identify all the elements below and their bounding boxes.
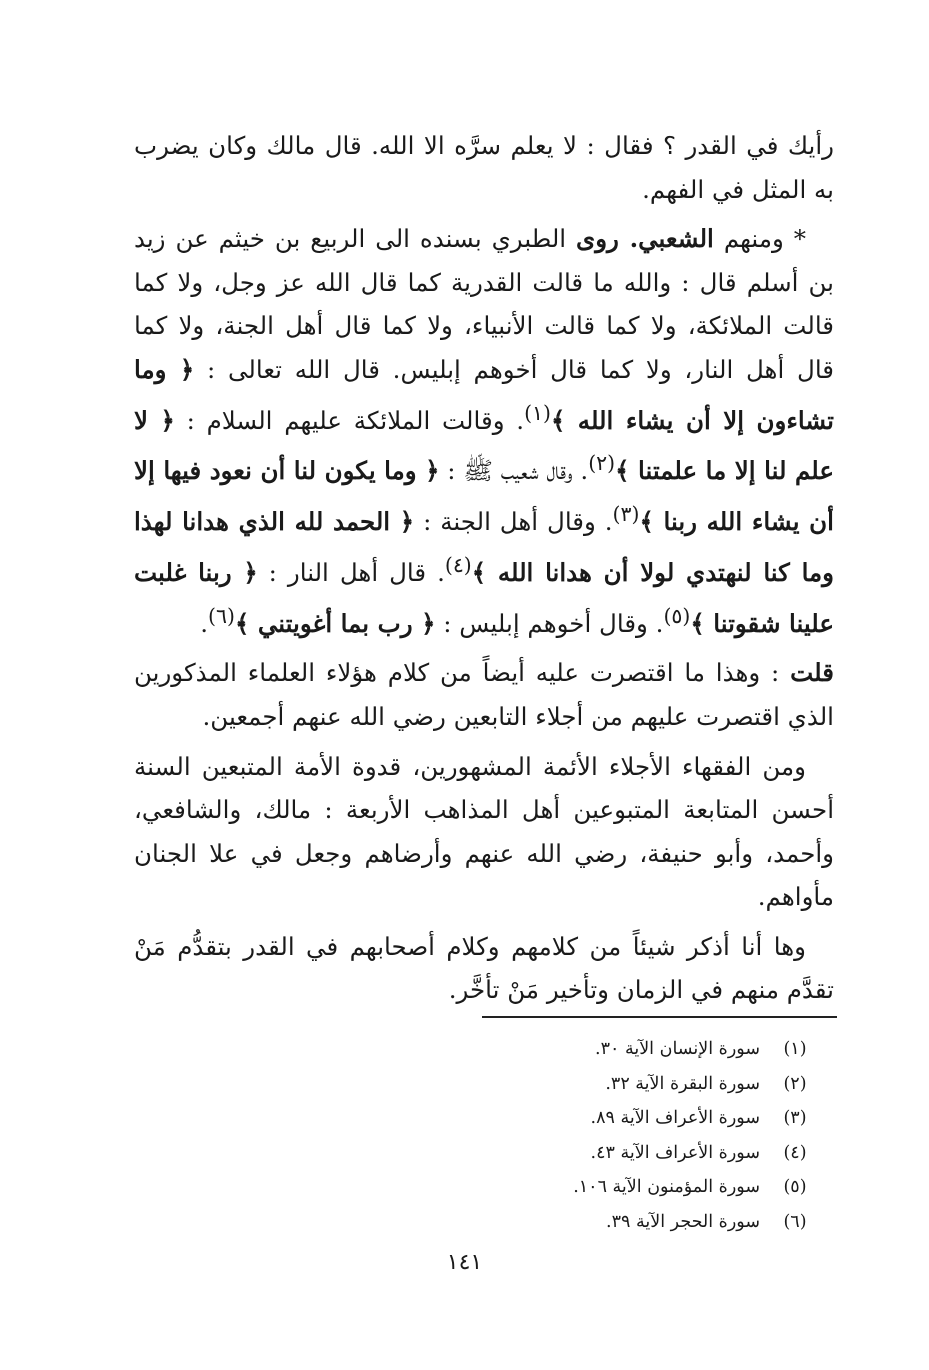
footnote-ref-6: (٦) bbox=[208, 603, 235, 628]
paragraph-3-lead: قلت bbox=[790, 658, 834, 688]
scholar-name: الشعبي. روى bbox=[576, 224, 714, 254]
footnote-item bbox=[470, 1067, 830, 1102]
footnote-ref-2: (٢) bbox=[588, 451, 616, 476]
footnote-item bbox=[470, 1136, 830, 1171]
paragraph-2-text-d: . وقال أهل الجنة : bbox=[423, 507, 613, 537]
footnote-text: سورة الإنسان الآية ٣٠. bbox=[594, 1039, 760, 1059]
footnote-text: سورة الحجر الآية ٣٩. bbox=[606, 1211, 760, 1232]
quran-quote-1: ﴿ وما تشاءون إلا أن يشاء الله ﴾ bbox=[134, 354, 835, 435]
paragraph-2-text-a: الطبري بسنده الى الربيع بن خيثم عن زيد بن أسلم قال : والله ما قالت القدرية كما قال الله عز وجل، ولا كما قالت الملائكة، ولا كما قالت الأنبياء، ولا كما قال أهل الجنة، ولا كما قال أهل النار، ولا كما قال أخوهم إبليس. قال الله تعالى : bbox=[134, 224, 834, 384]
quran-quote-5: ﴿ ربنا غلبت علينا شقوتنا ﴾ bbox=[134, 557, 834, 638]
paragraph-4 bbox=[134, 745, 834, 919]
footnote-text: سورة الأعراف الآية ٤٣. bbox=[590, 1142, 760, 1163]
footnote-number: (٤) bbox=[783, 1142, 807, 1163]
footnote-item bbox=[470, 1170, 830, 1205]
footnote-number: (٦) bbox=[783, 1211, 807, 1232]
paragraph-2-text-b: . وقالت الملائكة عليهم السلام : bbox=[186, 405, 525, 435]
paragraph-2-end: . bbox=[200, 608, 209, 638]
paragraph-1 bbox=[134, 124, 834, 211]
quran-quote-6: ﴿ رب بما أغويتني ﴾ bbox=[234, 608, 436, 638]
main-text bbox=[134, 124, 834, 1012]
footnote-ref-5: (٥) bbox=[663, 603, 691, 628]
paragraph-3 bbox=[134, 651, 834, 738]
footnote-ref-3: (٣) bbox=[612, 502, 640, 527]
paragraph-4-text: ومن الفقهاء الأجلاء الأئمة المشهورين، قدوة الأمة المتبعين السنة أحسن المتابعة المتبوعين أهل المذاهب الأربعة : مالك، والشافعي، وأحمد، وأبو حنيفة، رضي الله عنهم وأرضاهم وجعل في علا الجنان مأواهم. bbox=[134, 751, 834, 912]
paragraph-2 bbox=[134, 217, 834, 645]
paragraph-2-text-c: . وقال شعيب ﷺ : bbox=[447, 456, 589, 486]
footnote-text: سورة البقرة الآية ٣٢. bbox=[605, 1073, 760, 1094]
footnotes bbox=[470, 1032, 830, 1240]
paragraph-2-text-f: . وقال أخوهم إبليس : bbox=[443, 608, 664, 638]
footnote-divider bbox=[482, 1016, 837, 1018]
quran-quote-3: ﴿ وما يكون لنا أن نعود فيها إلا أن يشاء الله ربنا ﴾ bbox=[134, 456, 834, 537]
footnote-ref-1: (١) bbox=[524, 400, 551, 425]
paragraph-2-lead: * ومنهم bbox=[723, 224, 806, 254]
footnote-item bbox=[470, 1032, 830, 1067]
paragraph-2-text-e: . قال أهل النار : bbox=[268, 557, 445, 587]
paragraph-5-text: وها أنا أذكر شيئاً من كلامهم وكلام أصحابهم في القدر بتقدُّم مَنْ تقدَّم منهم في الزمان وتأخير مَنْ تأخَّر. bbox=[134, 931, 834, 1005]
footnote-number: (٢) bbox=[783, 1073, 807, 1094]
footnote-number: (١) bbox=[783, 1039, 807, 1059]
paragraph-1-text: رأيك في القدر ؟ فقال : لا يعلم سرَّه الا الله. قال مالك وكان يضرب به المثل في الفهم. bbox=[134, 131, 834, 204]
quran-quote-4: ﴿ الحمد لله الذي هدانا لهذا وما كنا لنهتدي لولا أن هدانا الله ﴾ bbox=[134, 507, 834, 587]
paragraph-5 bbox=[134, 925, 834, 1012]
footnote-number: (٥) bbox=[783, 1177, 807, 1198]
footnote-item bbox=[470, 1205, 830, 1240]
paragraph-3-text: : وهذا ما اقتصرت عليه أيضاً من كلام هؤلاء العلماء المذكورين الذي اقتصرت عليهم من أجلاء التابعين رضي الله عنهم أجمعين. bbox=[134, 658, 834, 731]
footnote-number: (٣) bbox=[783, 1108, 807, 1129]
footnote-ref-4: (٤) bbox=[444, 552, 472, 577]
footnote-text: سورة الأعراف الآية ٨٩. bbox=[590, 1108, 760, 1129]
footnote-text: سورة المؤمنون الآية ١٠٦. bbox=[573, 1177, 760, 1198]
page-number: ١٤١ bbox=[446, 1250, 483, 1275]
quran-quote-2: ﴿ لا علم لنا إلا ما علمتنا ﴾ bbox=[134, 405, 835, 486]
footnote-item bbox=[470, 1101, 830, 1136]
